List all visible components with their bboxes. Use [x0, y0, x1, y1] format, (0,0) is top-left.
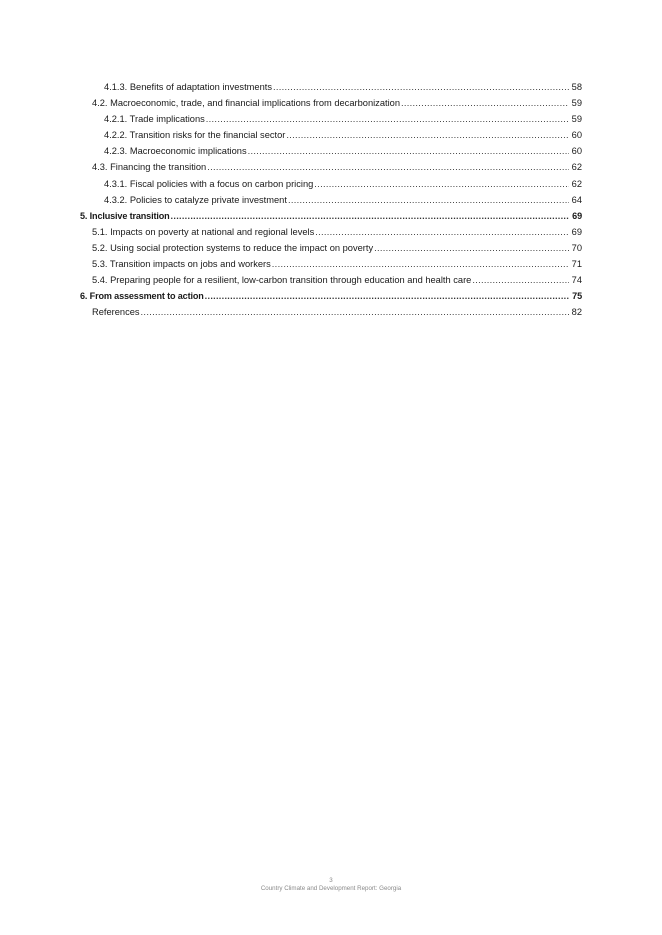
report-name: Country Climate and Development Report: Georgia: [260, 885, 402, 892]
toc-entry[interactable]: [80, 304, 582, 320]
toc-entry-title: 4.3.2. Policies to catalyze private investment: [104, 194, 287, 205]
toc-entry-title: 4.3. Financing the transition: [92, 162, 207, 173]
toc-entry-page: 82: [571, 307, 582, 318]
toc-entry-page: 60: [571, 130, 582, 141]
toc-entry-page: 59: [571, 98, 582, 109]
toc-leader: [286, 127, 569, 143]
toc-entry-title: 4.3.1. Fiscal policies with a focus on carbon pricing: [104, 178, 314, 189]
toc-entry[interactable]: [80, 256, 582, 272]
toc-entry-title: 4.2.3. Macroeconomic implications: [104, 146, 247, 157]
toc-entry-title: 5.1. Impacts on poverty at national and regional levels: [92, 226, 315, 237]
toc-entry[interactable]: [80, 79, 582, 95]
toc-entry-page: 59: [571, 114, 582, 125]
toc-leader: [314, 176, 569, 192]
toc-entry-title: 4.2.2. Transition risks for the financial sector: [104, 130, 286, 141]
toc-entry-title: 5.2. Using social protection systems to reduce the impact on poverty: [92, 242, 374, 253]
toc-entry-page: 60: [571, 146, 582, 157]
toc-entry-page: 62: [571, 178, 582, 189]
toc-entry[interactable]: [80, 176, 582, 192]
toc-chapter-entry[interactable]: [80, 208, 582, 224]
toc-entry[interactable]: [80, 240, 582, 256]
toc-entry-page: 69: [572, 210, 582, 221]
toc-leader: [206, 111, 569, 127]
toc-entry[interactable]: [80, 272, 582, 288]
toc-entry-page: 69: [571, 226, 582, 237]
toc-entry-page: 71: [571, 259, 582, 270]
toc-leader: [205, 288, 569, 304]
toc-leader: [273, 79, 569, 95]
toc-chapter-entry[interactable]: [80, 288, 582, 304]
toc-entry-title: 4.2. Macroeconomic, trade, and financial implications from decarbonization: [92, 98, 400, 109]
toc-entry[interactable]: [80, 224, 582, 240]
toc-entry-title: 6. From assessment to action: [80, 291, 204, 302]
toc-entry[interactable]: [80, 192, 582, 208]
toc-leader: [374, 240, 569, 256]
toc-leader: [401, 95, 569, 111]
page-number: 3: [329, 877, 333, 884]
toc-entry[interactable]: [80, 159, 582, 175]
toc-leader: [171, 208, 569, 224]
toc-leader: [141, 304, 569, 320]
toc-entry-page: 70: [571, 242, 582, 253]
table-of-contents: [80, 79, 582, 320]
toc-entry-title: 5. Inclusive transition: [80, 210, 170, 221]
toc-entry-title: References: [92, 307, 140, 318]
toc-entry-page: 62: [571, 162, 582, 173]
toc-leader: [288, 192, 569, 208]
toc-entry[interactable]: [80, 111, 582, 127]
toc-leader: [248, 143, 569, 159]
toc-entry-title: 4.1.3. Benefits of adaptation investments: [104, 82, 272, 92]
toc-leader: [207, 159, 569, 175]
toc-leader: [472, 272, 569, 288]
toc-entry-title: 4.2.1. Trade implications: [104, 114, 205, 125]
toc-entry-page: 64: [571, 194, 582, 205]
toc-entry[interactable]: [80, 127, 582, 143]
toc-entry-title: 5.3. Transition impacts on jobs and workers: [92, 259, 271, 270]
toc-leader: [315, 224, 569, 240]
toc-entry-page: 75: [572, 291, 582, 302]
toc-entry[interactable]: [80, 143, 582, 159]
toc-entry-title: 5.4. Preparing people for a resilient, low-carbon transition through education and health care: [92, 275, 472, 286]
toc-entry-page: 74: [571, 275, 582, 286]
toc-entry-page: 58: [571, 82, 582, 92]
toc-entry[interactable]: [80, 95, 582, 111]
toc-leader: [272, 256, 569, 272]
